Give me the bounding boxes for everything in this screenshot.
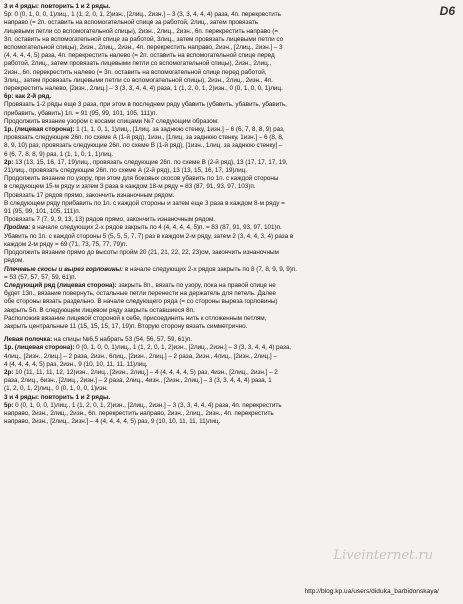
text-line: 2р: 10 (11, 11, 11, 12, 12)изн., 2лиц., [2изн., 2лиц.] – 4 (4, 4, 4, 4, 5) раз, 4изн., [2лиц., 2изн.] – 2 [4,368,278,376]
text-line: закрыть центральные 11 (15, 15, 15, 17, 19)п. Вторую сторону вязать симметрично. [4,322,248,330]
text-line: 21)лиц., провязать следующие 26п. по схеме А (2-й ряд), 13 (13, 15, 16, 17, 19)лиц. [4,167,247,175]
text-line: 3лиц., затем провязать лицевыми петли со вспомогательной спицы), 2изн., 2лиц., 2изн., 4п. [4,76,273,84]
text-line: 4лиц., [2изн., 2лиц.] – 2 раза, 2изн., 6лиц., [2изн., 2лиц.] – 2 раза, 2изн., 4лиц., [2изн., 2лиц.] – [4,352,277,360]
text-line: направо, 2изн., 2лиц., 2изн., 6п. перекрестить направо, 2изн., 2лиц., 2изн., 4п. перекрестить [4,409,274,417]
text-line: Провязать 7 (7, 9, 9, 13, 13) рядов прямо, закончить изнаночным рядом. [4,216,216,224]
text-line: в следующем 15-м ряду и затем 3 раза в каждом 18-м ряду = 83 (87, 91, 93, 97, 103)п. [4,183,256,191]
text-line: 2изн., 6п. перекрестить налево (= 3п. оставить на вспомогательной спице перед работой, [4,68,267,76]
text-line: рядом. [4,257,25,265]
text-line: 1р. (лицевая сторона): 1 (1, 1, 0, 1, 1)лиц., [1лиц. за заднюю стенку, 1изн.] – 6 (6, 7, 8, 8, 9) раз, [4,126,285,134]
text-line: 6р: как 2-й ряд. [4,93,52,101]
text-line: раза, 2лиц., 6изн., [2лиц., 2изн.] – 2 раза, 2лиц., 4изн., [2изн., 2лиц.] – 3 (3, 3, 4, 4, 4) раза, 1 [4,377,272,385]
text-line: 5р: 0 (0, 1, 0, 0, 1)лиц., 1 (1, 2, 0, 1, 2)изн., [2лиц., 2изн.] – 3 (3, 3, 4, 4, 4) раза, 4п. перекрестить [4,401,282,409]
text-line: Плечевые скосы и вырез горловины: в начале следующих 2-х рядов закрыть по 8 (7, 8, 9, 9, 9)п. [4,265,297,273]
text-line: 3 и 4 ряды: повторить 1 и 2 ряды. [4,3,111,10]
text-line: (4, 4, 4, 4, 5) раза, 4п. перекрестить налево (= 2п. оставить на вспомогательной спице перед [4,52,275,60]
text-line: Пройма: в начале следующих 2-х рядов закрыть по 4 (4, 4, 4, 4, 5)п. = 83 (87, 91, 93, 97, 101)п. [4,224,282,232]
text-line: каждом 2-м ряду = 69 (71, 73, 75, 77, 79)п. [4,240,128,248]
section-lead: 5р: [4,401,14,409]
text-line: Продолжить вязание прямо до высоты пройм 20 (21, 21, 22, 22, 23)см, закончить изнаночным [4,249,279,257]
text-line: 1р. (лицевая сторона): 0 (0, 1, 0, 0, 1)лиц., 1 (1, 2, 0, 1, 2)изн., [2лиц., 2изн.] – 3 (3, 3, 4, 4, 4) раза, [4,344,292,352]
section-lead: Левая полочка: [4,336,53,344]
text-line: перекрестить налево, [2изн., 2лиц.] – 3 (3, 3, 4, 4, 4) раза, 1 (1, 2, 0, 1, 2)изн., 0 (0, 1, 0, 0, 1)лиц. [4,85,283,93]
watermark: Liveinternet.ru [333,548,433,563]
text-line: Продолжить вязание по узору, при этом для боковых скосов убавить по 1п. с каждой стороны [4,175,279,183]
text-line: 3п. оставить на вспомогательной спице за работой, 3лиц., затем провязать лицевыми петли со [4,35,284,43]
text-line: закрыть 5п. В следующем лицевом ряду закрыть оставшиеся 8п. [4,306,195,314]
section-lead: 2р: [4,368,14,376]
text-line: Расположив вязание лицевой стороной к себе, присоединить нить к отложенным петлям, [4,314,267,322]
text-line: Левая полочка: на спицы №6,5 набрать 53 (54, 56, 57, 59, 61)п. [4,336,193,344]
text-line: 4 (4, 4, 4, 4, 5) раз, 2изн., 9 (10, 10, 11, 11, 11)лиц. [4,360,148,368]
text-line: провязать следующие 26п. по схеме А (1-й ряд), 1изн., [1лиц. за заднюю стенку, 1изн.] – 6 (8, 8, [4,134,284,142]
text-line: 91 (95, 99, 101, 105, 111)п. [4,208,81,216]
text-line: В следующем ряду прибавить по 1п. с каждой стороны и затем еще 3 раза в каждом 8-м ряду = [4,199,285,207]
text-line: = 53 (57, 57, 57, 59, 61)п. [4,273,77,281]
text-line: 5р: 0 (0, 1, 0, 0, 1)лиц., 1 (1, 2, 0, 1, 2)изн., [2лиц., 2изн.] – 3 (3, 3, 4, 4, 4) раза, 4п. перекрестить [4,11,281,19]
text-line: будет 13п., вязание повернуть, остальные петли перенести на держатель для петель. Далее [4,290,276,298]
text-line: Провязать 17 рядов прямо, закончить изнаночным рядом. [4,191,175,199]
page-corner-label: D6 [439,4,455,18]
section-lead: 1р. (лицевая сторона): [4,344,75,352]
text-line: направо, 2изн., [2лиц., 2изн.] – 4 (4, 4, 4, 4, 5) раз, 9 (10, 10, 11, 11, 11)лиц. [4,418,221,426]
text-line: обе стороны вязать раздельно. В начале следующего ряда (= со стороны выреза горловины) [4,298,278,306]
text-line: направо (= 2п. оставить на вспомогательной спице за работой, 2лиц., затем провязать [4,19,258,27]
text-line: 3 и 4 ряды: повторить 1 и 2 ряды. [4,393,111,401]
text-line: Продолжить вязание узором с косами спицами №7 следующим образом: [4,117,219,125]
section-lead: Следующий ряд (лицевая сторона): [4,281,117,289]
section-lead: 1р. (лицевая сторона): [4,126,75,134]
text-line: Провязать 1-2 ряды еще 3 раза, при этом в последнем ряду убавить (убавить, убавить, убавить, [4,101,287,109]
text-line: 8, 9, 10) раз, провязать следующие 26п. по схеме В (1-й ряд), [1изн., 1лиц. за заднюю стенку] – [4,142,283,150]
section-lead: Пройма: [4,224,31,232]
text-line: Следующий ряд (лицевая сторона): закрыть 8п., вязать по узору, пока на правой спице не [4,281,276,289]
text-line: (1, 2, 0, 1, 2)лиц., 0 (0, 1, 0, 0, 1)изн. [4,385,108,393]
text-line: 2р: 13 (13, 15, 16, 17, 19)лиц., провязать следующие 26п. по схеме В (2-й ряд), 13 (17, 17, 17, 19, [4,158,288,166]
text-line: Убавить по 1п. с каждой стороны 5 (5, 5, 5, 7, 7) раз в каждом 2-м ряду, затем 2 (3, 4, 4, 3, 4) раза в [4,232,294,240]
text-line: 6 (6, 7, 8, 8, 9) раз, 1 (1, 1, 0, 1, 1)лиц. [4,150,113,158]
document-body [4,3,456,426]
text-line: лицевыми петли со вспомогательной спицы), 2изн., 2лиц., 2изн., 6п. перекрестить направо (= [4,27,278,35]
source-url: http://blog.kp.ua/users/diduka_barbidonskaya/ [304,588,439,595]
text-line: работой, 2лиц., затем провязать лицевыми петли со вспомогательной спицы), 2изн., 2лиц., [4,60,272,68]
text-line: вспомогательной спицы), 2изн., 2лиц., 2изн., 4п. перекрестить направо, 2изн., [2лиц., 2изн.] – 3 [4,44,283,52]
text-line: прибавить, убавить) 1п. = 91 (95, 99, 101, 105, 111)п. [4,109,158,117]
section-lead: Плечевые скосы и вырез горловины: [4,265,124,273]
section-lead: 2р: [4,158,14,166]
